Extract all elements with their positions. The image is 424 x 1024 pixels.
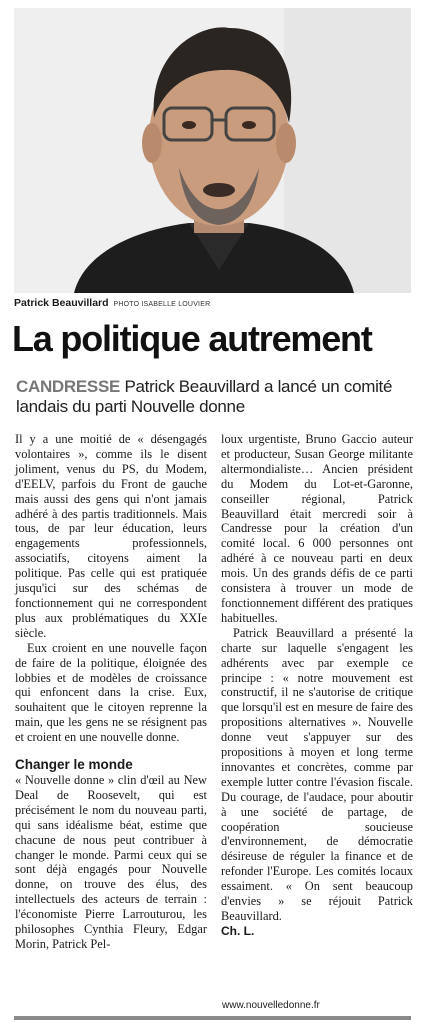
author-signature: Ch. L. (221, 923, 255, 938)
left-paragraph-1: Il y a une moitié de « désengagés volontaires », comme ils le disent joliment, venus du PS, du Modem, d'EELV, parfois du Front de gauche mais aussi des gens qui n'ont jamais adhéré à des partis traditionnels. Mais tous, de par leur éducation, leurs engagements professionnels, associatifs, citoyens aiment la politique. Pas celle qui est pratiquée jusqu'ici sur des schémas de fonctionnement qui ne correspondent plus aux problématiques du XXIe siècle. (15, 432, 207, 640)
bottom-rule (14, 1016, 411, 1020)
caption-photo-credit: PHOTO ISABELLE LOUVIER (113, 301, 211, 308)
right-paragraph-2: Patrick Beauvillard a présenté la charte sur laquelle s'engagent les adhérents avec par exemple ce principe : « notre mouvement est constructif, il ne s'autorise de critique que lorsqu'il est en mesure de faire des propositions alternatives ». Nouvelle donne veut s'appuyer sur des propositions à moyen et long terme innovantes et concrètes, comme par exemple lutter contre l'évasion fiscale. Du courage, de l'audace, pour aboutir à une société de partage, de coopération soucieuse d'environnement, de démocratie désireuse de réguler la finance et de refonder l'Europe. Les comités locaux essaiment. « On sent beaucoup d'envies » se réjouit Patrick Beauvillard. (221, 625, 413, 923)
article-headline: La politique autrement (12, 318, 372, 359)
website-link[interactable]: www.nouvelledonne.fr (222, 1000, 320, 1011)
caption-subject-name: Patrick Beauvillard (14, 297, 109, 309)
left-column (15, 432, 207, 952)
subhead-text: Patrick Beauvillard a lancé un comité landais du parti Nouvelle donne (16, 377, 393, 416)
right-paragraph-1: loux urgentiste, Bruno Gaccio auteur et producteur, Susan George militante altermondialiste… Ancien président du Modem du Lot-et-Garonne, conseiller régional, Patrick Beauvillard était mercredi soir à Candresse pour la création d'un comité local. 6 000 personnes ont adhéré à ce nouveau parti en deux mois. Un des grands défis de ce parti consistera à trouver un mode de fonctionnement différent des pratiques habituelles. (221, 432, 413, 625)
right-column (221, 432, 413, 939)
section-heading: Changer le monde (15, 757, 133, 773)
portrait-photo (14, 8, 411, 293)
left-paragraph-2: Eux croient en une nouvelle façon de faire de la politique, éloignée des lobbies et de modèles de croissance qui enfoncent dans la crise. Eux, souhaitent que le citoyen reprenne la main, que les gens ne se résignent pas et croient en une nouvelle donne. (15, 640, 207, 745)
portrait-illustration (14, 8, 411, 293)
article-subhead (16, 377, 411, 417)
photo-caption (14, 296, 411, 310)
section-paragraph: « Nouvelle donne » clin d'œil au New Deal de Roosevelt, qui est précisément le nom du nouveau parti, qui sans idéalisme béat, estime que chacune de nous peut contribuer à changer le monde. Parmi ceux qui se sont déjà engagés pour Nouvelle donne, on trouve des élus, des intellectuels des acteurs de terrain : l'économiste Pierre Larrouturou, les philosophes Cynthia Fleury, Edgar Morin, Patrick Pel- (15, 773, 207, 951)
subhead-place: CANDRESSE (16, 377, 121, 396)
